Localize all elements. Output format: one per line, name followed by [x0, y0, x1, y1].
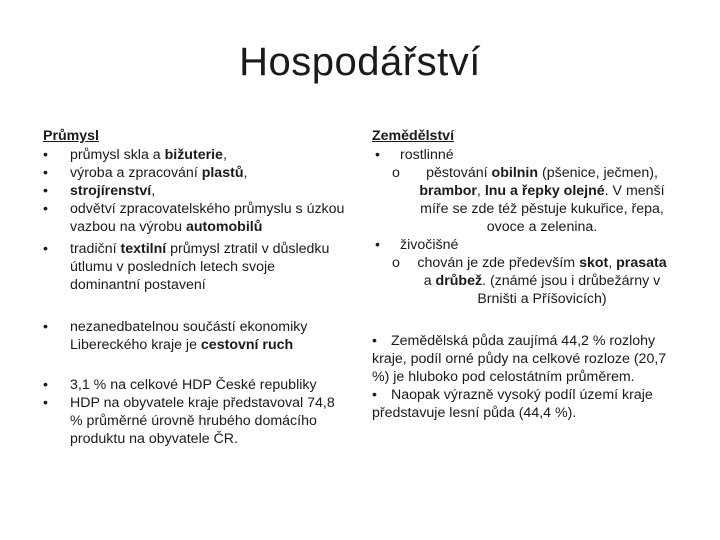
bullet-icon: • [43, 183, 48, 199]
item-text: 3,1 % na celkové HDP České republiky [70, 377, 317, 393]
item-bold: obilnin [491, 165, 539, 181]
item-text: pěstování [426, 165, 492, 181]
bullet-icon: • [43, 241, 48, 257]
item-bold: brambor [419, 183, 477, 199]
item-text: a [423, 273, 436, 289]
bullet-icon: • [43, 147, 48, 163]
list-item [372, 146, 672, 164]
item-text: . V menší míře se zde též pěstuje kukuřice, řepa, ovoce a zelenina. [420, 183, 665, 235]
slide-title: Hospodářství [239, 40, 481, 84]
item-bold: drůbež [435, 273, 483, 289]
bullet-icon: • [43, 201, 48, 217]
sub-list-item [372, 254, 672, 308]
bullet-icon: • [372, 333, 377, 349]
industry-heading: Průmysl [43, 128, 99, 144]
item-text: tradiční [70, 241, 121, 257]
list-item [43, 164, 348, 182]
bullet-icon: • [375, 237, 380, 253]
list-item [43, 318, 348, 354]
item-bold: prasata [616, 255, 667, 271]
bullet-icon: • [372, 387, 377, 403]
item-text: výroba a zpracování [70, 165, 202, 181]
bullet-icon: • [43, 319, 48, 335]
bullet-icon: • [43, 377, 48, 393]
list-item [43, 200, 348, 236]
list-item [372, 236, 672, 254]
item-bold: strojírenství [70, 183, 152, 199]
sub-bullet-icon: o [392, 165, 400, 181]
item-bold: skot [579, 255, 609, 271]
item-bold: textilní [120, 241, 167, 257]
item-text: chován je zde především [417, 255, 580, 271]
paragraph-text: Zemědělská půda zaujímá 44,2 % rozlohy kraje, podíl orné půdy na celkové rozloze (20,7 %) je hluboko pod celostátním průměrem. [372, 333, 667, 385]
list-item [43, 394, 348, 448]
item-text: , [476, 183, 485, 199]
bullet-icon: • [375, 147, 380, 163]
item-text: odvětví zpracovatelského průmyslu s úzkou vazbou na výrobu [70, 201, 345, 235]
sub-list-item [372, 164, 672, 236]
sub-bullet-icon: o [392, 255, 400, 271]
item-text: průmysl ztratil v důsledku útlumu v posledních letech svoje dominantní postavení [70, 241, 330, 293]
item-bold: bižuterie [164, 147, 223, 163]
paragraph-text: Naopak výrazně vysoký podíl území kraje představuje lesní půda (44,4 %). [372, 387, 653, 421]
item-bold: lnu a řepky olejné [484, 183, 605, 199]
item-bold: cestovní ruch [200, 337, 294, 353]
list-item [43, 376, 348, 394]
item-text: živočišné [400, 237, 459, 253]
item-text: (pšenice, ječmen), [538, 165, 658, 181]
item-bold: plastů [201, 165, 244, 181]
list-item [43, 240, 348, 294]
item-text: , [222, 147, 227, 163]
item-text: nezanedbatelnou součástí ekonomiky Libereckého kraje je [70, 319, 308, 353]
item-text: . (známé jsou i drůbežárny v Brništi a Příšovicích) [477, 273, 661, 307]
bullet-icon: • [43, 395, 48, 411]
item-text: průmysl skla a [70, 147, 165, 163]
bullet-icon: • [43, 165, 48, 181]
agriculture-paragraph [372, 332, 672, 386]
item-text: HDP na obyvatele kraje představoval 74,8 % průměrné úrovně hrubého domácího produktu na obyvatele ČR. [70, 395, 335, 447]
item-text: rostlinné [400, 147, 454, 163]
agriculture-heading: Zemědělství [372, 128, 455, 144]
item-text: , [608, 255, 617, 271]
agriculture-paragraph [372, 386, 672, 422]
item-text: , [151, 183, 156, 199]
list-item [43, 146, 348, 164]
list-item [43, 182, 348, 200]
industry-column [43, 127, 348, 448]
item-bold: automobilů [185, 219, 263, 235]
agriculture-column [372, 127, 672, 422]
item-text: , [243, 165, 248, 181]
